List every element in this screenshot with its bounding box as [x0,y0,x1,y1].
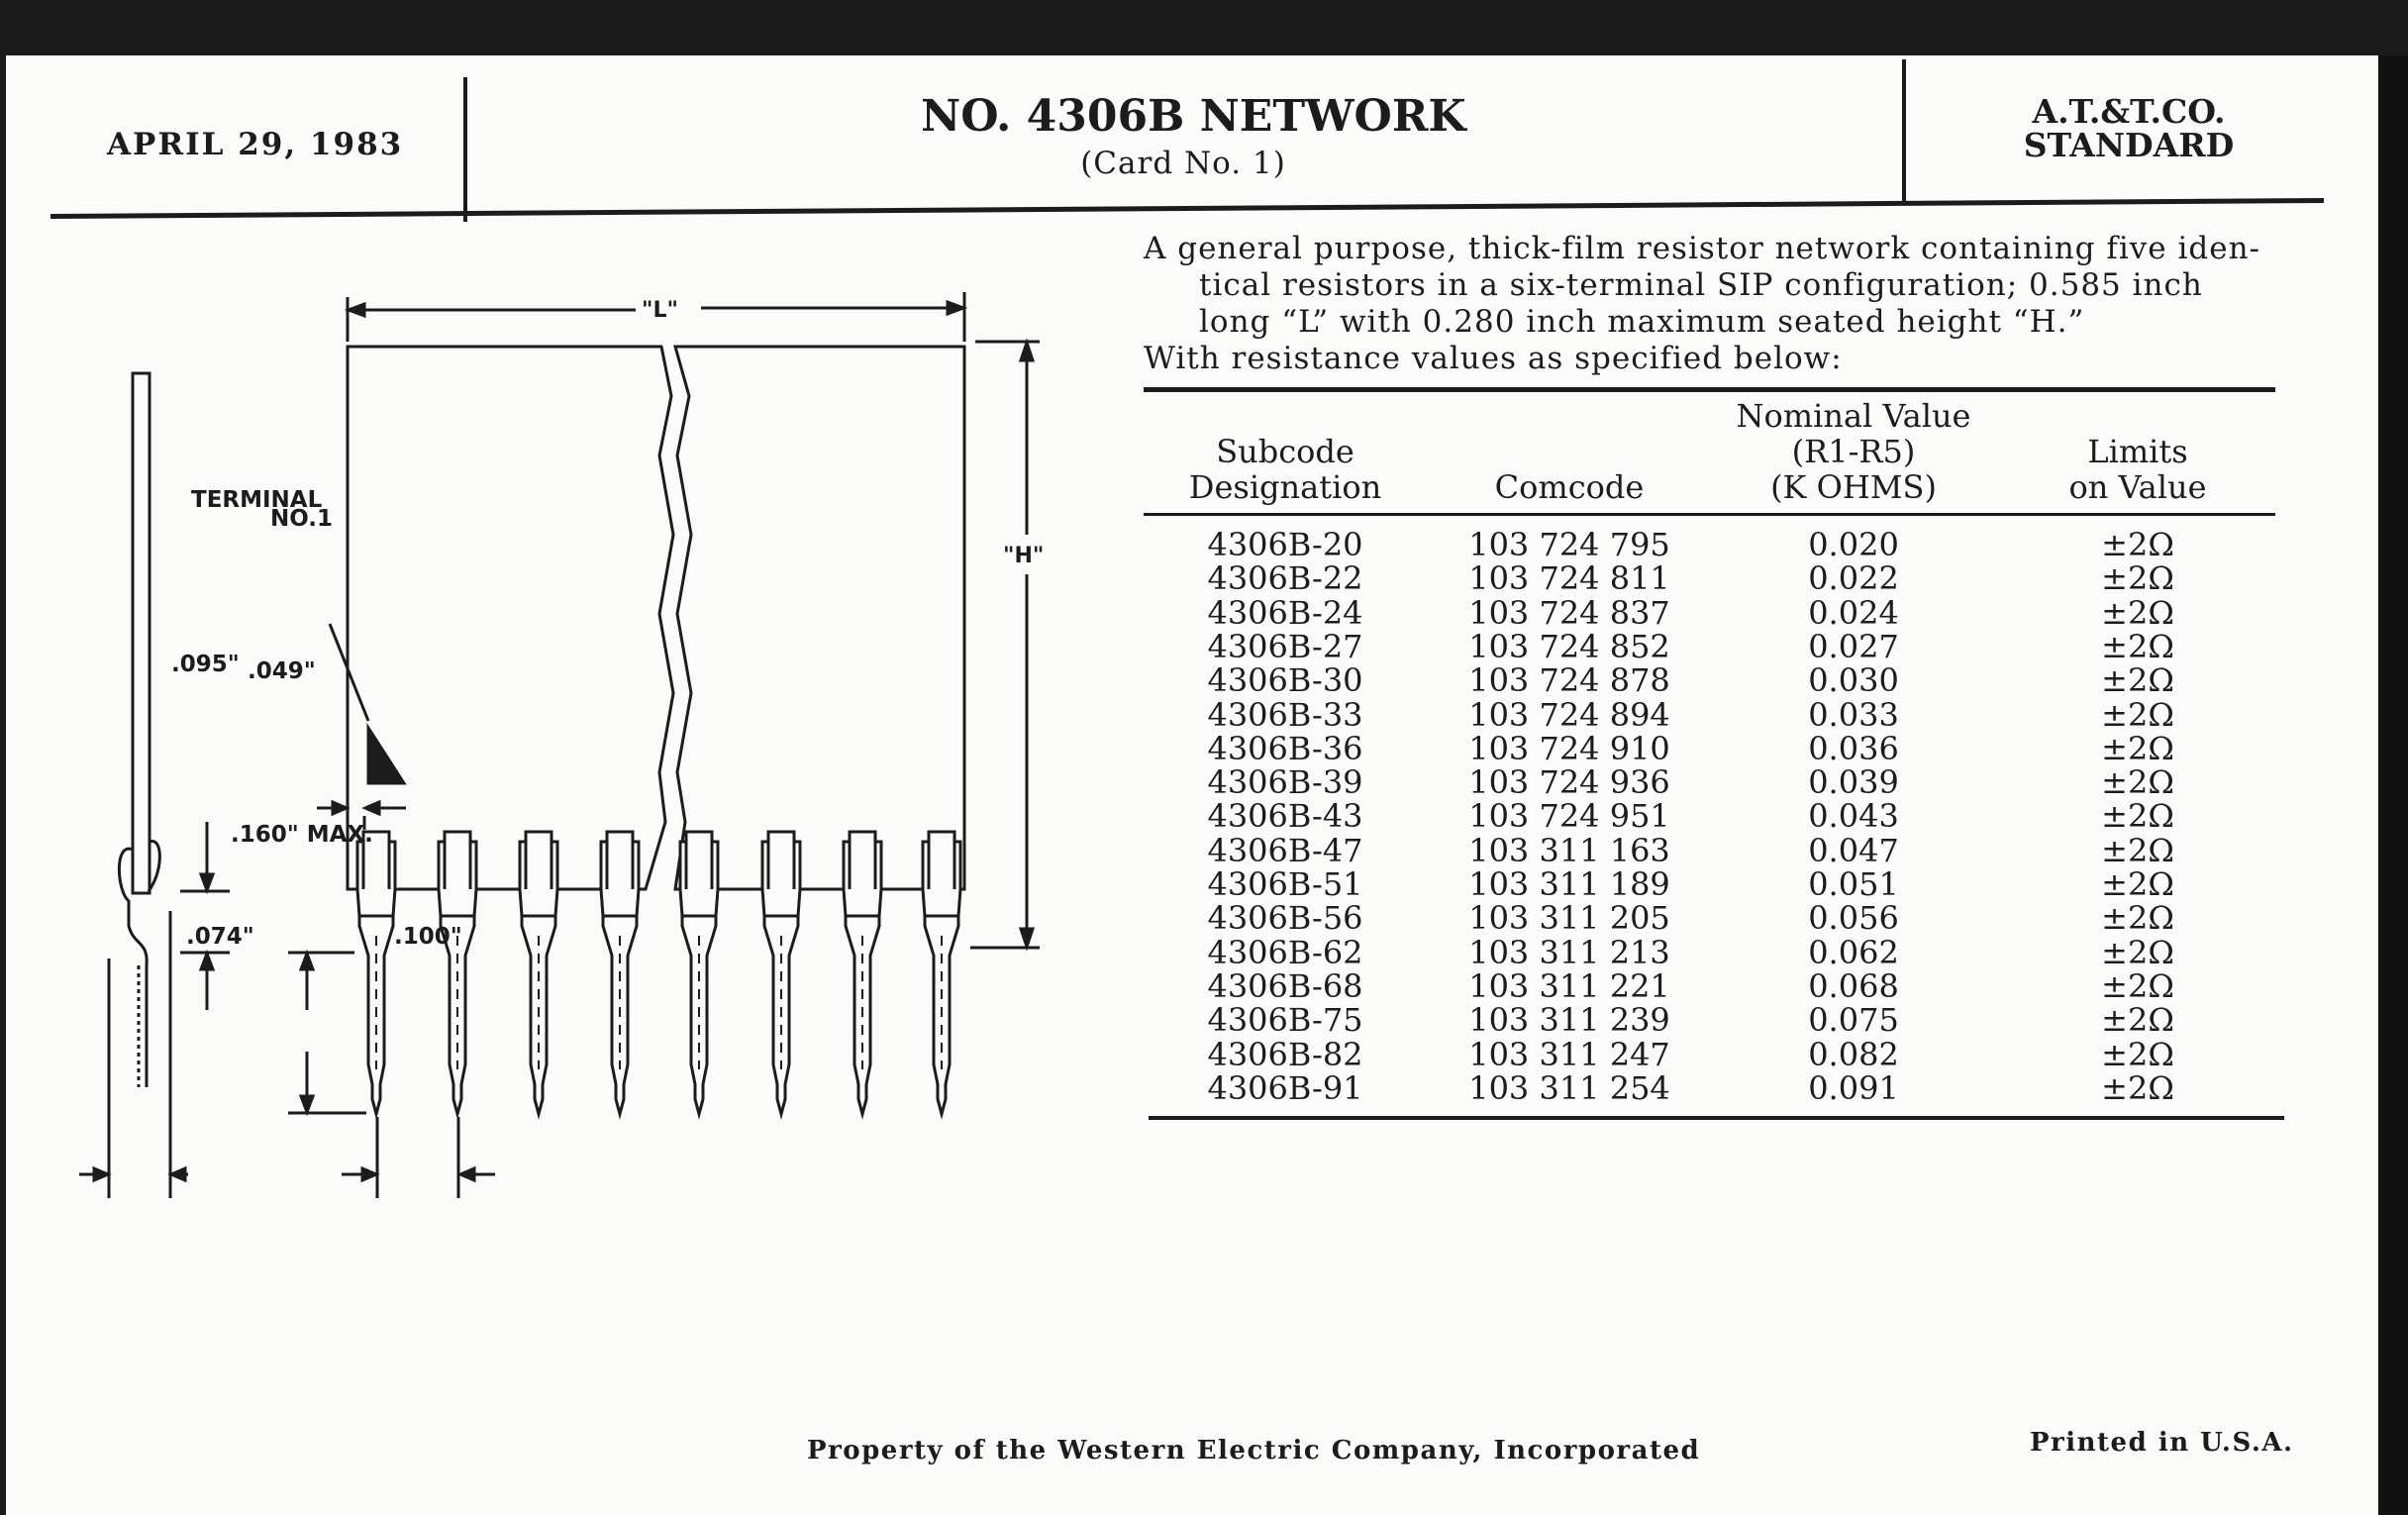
dim-095: .095" [171,652,240,677]
column-header: Comcode [1494,468,1645,506]
dim-160-max: .160" MAX. [231,822,373,848]
terminal-number-label: NO.1 [270,506,334,532]
table-cell: 4306B-39 [1207,763,1363,802]
table-cell: 103 311 213 [1468,933,1670,971]
table-cell: ±2Ω [2101,865,2174,903]
table-cell: 0.030 [1808,661,1899,700]
table-cell: 4306B-33 [1207,695,1363,734]
table-cell: 0.033 [1808,695,1899,734]
table-cell: ±2Ω [2101,729,2174,767]
table-cell: 103 311 239 [1468,1001,1670,1040]
column-header: Limits [2087,433,2188,470]
dim-074: .074" [186,924,254,950]
table-cell: 4306B-24 [1207,593,1363,632]
standard-line-1: A.T.&T.CO. [2032,92,2226,131]
table-cell: 103 311 163 [1468,831,1670,869]
property-notice: Property of the Western Electric Company, Incorporated [807,1436,1701,1465]
description-line: tical resistors in a six-terminal SIP configuration; 0.585 inch [1199,267,2203,303]
table-cell: 4306B-20 [1207,526,1363,563]
table-cell: ±2Ω [2101,695,2174,734]
description-line: A general purpose, thick-film resistor network containing five iden- [1144,231,2261,266]
table-cell: 103 311 247 [1468,1035,1670,1073]
table-cell: ±2Ω [2101,763,2174,802]
description [1144,231,2260,377]
standard-label [1970,92,2287,164]
table-cell: 0.062 [1808,933,1899,971]
table-cell: 103 311 205 [1468,899,1670,938]
table-cell: 4306B-47 [1207,831,1363,869]
table-cell: ±2Ω [2101,559,2174,598]
description-line: long “L” with 0.280 inch maximum seated height “H.” [1199,304,2085,340]
table-cell: 4306B-56 [1207,899,1363,938]
table-cell: 0.091 [1808,1068,1899,1107]
table-cell: ±2Ω [2101,661,2174,700]
table-cell: 103 724 837 [1468,593,1670,632]
table-cell: 0.082 [1808,1035,1899,1073]
description-line: With resistance values as specified below: [1144,341,1843,376]
table-cell: 0.047 [1808,831,1899,869]
table-cell: 103 724 852 [1468,627,1670,665]
column-header: Subcode [1216,433,1354,470]
table-cell: 4306B-30 [1207,661,1363,700]
header-divider-right [1902,59,1906,204]
dim-100: .100" [394,924,462,950]
length-label: "L" [642,298,678,323]
table-cell: ±2Ω [2101,797,2174,836]
printed-notice: Printed in U.S.A. [2030,1428,2294,1458]
table-cell: 4306B-91 [1207,1068,1363,1107]
table-cell: 4306B-36 [1207,729,1363,767]
table-cell: ±2Ω [2101,1035,2174,1073]
table-cell: 4306B-43 [1207,797,1363,836]
table-cell: 4306B-22 [1207,559,1363,598]
table-cell: 4306B-27 [1207,627,1363,665]
table-cell: 4306B-68 [1207,966,1363,1005]
table-cell: 0.043 [1808,797,1899,836]
column-header: (R1-R5) [1791,433,1916,470]
table-cell: 0.020 [1808,526,1899,563]
terminal-label: TERMINAL [191,487,323,513]
table-cell: 103 311 189 [1468,865,1670,903]
column-header: on Value [2068,468,2207,506]
table-cell: 4306B-51 [1207,865,1363,903]
table-cell: 0.051 [1808,865,1899,903]
table-cell: 0.056 [1808,899,1899,938]
table-cell: ±2Ω [2101,1001,2174,1040]
card-number: (Card No. 1) [1080,146,1286,181]
table-cell: 4306B-75 [1207,1001,1363,1040]
card-date: APRIL 29, 1983 [107,127,404,162]
table-cell: 0.022 [1808,559,1899,598]
table-bottom-rule [1149,1116,2284,1120]
height-label: "H" [1003,544,1045,568]
table-cell: 0.036 [1808,729,1899,767]
table-cell: 4306B-62 [1207,933,1363,971]
table-cell: 0.075 [1808,1001,1899,1040]
table-cell: 0.039 [1808,763,1899,802]
table-cell: ±2Ω [2101,966,2174,1005]
table-cell: 0.027 [1808,627,1899,665]
package-body-right [675,347,964,889]
table-header-rule [1144,513,2275,516]
table-cell: ±2Ω [2101,627,2174,665]
table-cell: ±2Ω [2101,1068,2174,1107]
table-cell: 103 311 221 [1468,966,1670,1005]
column-header: Nominal Value [1736,397,1971,435]
network-drawing [0,0,1109,1238]
table-cell: 103 724 951 [1468,797,1670,836]
table-cell: ±2Ω [2101,831,2174,869]
table-cell: 103 724 795 [1468,526,1670,563]
table-cell: 4306B-82 [1207,1035,1363,1073]
table-cell: 103 311 254 [1468,1068,1670,1107]
table-cell: 103 724 910 [1468,729,1670,767]
table-top-rule [1144,387,2275,392]
table-cell: 0.068 [1808,966,1899,1005]
table-cell: 103 724 894 [1468,695,1670,734]
table-cell: ±2Ω [2101,526,2174,563]
table-cell: ±2Ω [2101,593,2174,632]
page-title: NO. 4306B NETWORK [921,91,1466,142]
scan-edge [2378,55,2408,1515]
table-cell: 103 724 878 [1468,661,1670,700]
dim-049: .049" [248,658,316,684]
column-header: (K OHMS) [1770,468,1937,506]
table-cell: 0.024 [1808,593,1899,632]
table-cell: ±2Ω [2101,933,2174,971]
table-cell: ±2Ω [2101,899,2174,938]
standard-line-2: STANDARD [2023,126,2235,164]
table-cell: 103 724 936 [1468,763,1670,802]
column-header: Designation [1188,468,1382,506]
table-cell: 103 724 811 [1468,559,1670,598]
